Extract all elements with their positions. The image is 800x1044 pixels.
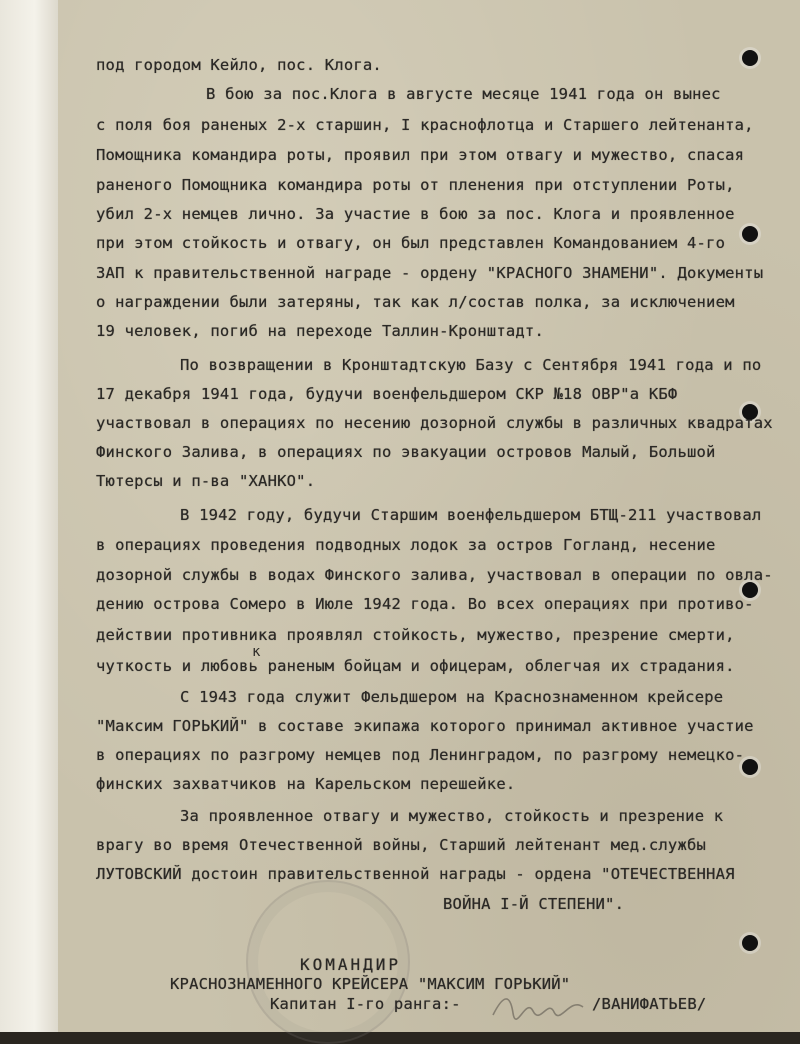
- text-line: В бою за пос.Клога в августе месяце 1941 года он вынес: [206, 85, 721, 103]
- text-line: дозорной службы в водах Финского залива, участвовал в операции по овла-: [96, 566, 773, 584]
- text-line: 17 декабря 1941 года, будучи военфельдшером СКР №18 ОВР"а КБФ: [96, 385, 678, 403]
- text-line: финских захватчиков на Карельском перешейке.: [96, 775, 516, 793]
- text-line: В 1942 году, будучи Старшим военфельдшером БТЩ-211 участвовал: [180, 506, 762, 524]
- handwritten-insertion: к: [252, 644, 261, 660]
- text-line: в операциях проведения подводных лодок за остров Гогланд, несение: [96, 536, 716, 554]
- punch-hole: [742, 759, 758, 775]
- text-line: С 1943 года служит Фельдшером на Краснознаменном крейсере: [180, 688, 724, 706]
- text-line: убил 2-х немцев лично. За участие в бою за пос. Клога и проявленное: [96, 205, 735, 223]
- punch-hole: [742, 935, 758, 951]
- text-line: при этом стойкость и отвагу, он был представлен Командованием 4-го: [96, 234, 726, 252]
- signature-unit: КРАСНОЗНАМЕННОГО КРЕЙСЕРА "МАКСИМ ГОРЬКИЙ": [170, 975, 571, 993]
- text-line: Помощника командира роты, проявил при этом отвагу и мужество, спасая: [96, 146, 745, 164]
- text-line: врагу во время Отечественной войны, Старший лейтенант мед.службы: [96, 836, 707, 854]
- text-line: За проявленное отвагу и мужество, стойкость и презрение к: [180, 807, 724, 825]
- text-line: в операциях по разгрому немцев под Ленинградом, по разгрому немецко-: [96, 746, 745, 764]
- text-line: 19 человек, погиб на переходе Таллин-Кронштадт.: [96, 322, 544, 340]
- punch-hole: [742, 50, 758, 66]
- handwritten-signature: [488, 985, 588, 1025]
- signature-rank: Капитан I-го ранга:-: [270, 995, 461, 1013]
- text-line: под городом Кейло, пос. Клога.: [96, 56, 382, 74]
- text-line: ЛУТОВСКИЙ достоин правительственной награды - ордена "ОТЕЧЕСТВЕННАЯ: [96, 865, 735, 883]
- signature-title: КОМАНДИР: [300, 955, 402, 974]
- punch-hole: [742, 226, 758, 242]
- text-line: с поля боя раненых 2-х старшин, I краснофлотца и Старшего лейтенанта,: [96, 116, 754, 134]
- text-line: дению острова Сомеро в Июле 1942 года. Во всех операциях при противо-: [96, 595, 754, 613]
- text-line: Финского Залива, в операциях по эвакуации островов Малый, Большой: [96, 443, 716, 461]
- text-line: участвовал в операциях по несению дозорной службы в различных квадратах: [96, 414, 773, 432]
- text-line: По возвращении в Кронштадтскую Базу с Сентября 1941 года и по: [180, 356, 762, 374]
- text-line: "Максим ГОРЬКИЙ" в составе экипажа которого принимал активное участие: [96, 717, 754, 735]
- text-line: ВОЙНА I-Й СТЕПЕНИ".: [443, 895, 625, 913]
- text-line: ЗАП к правительственной награде - ордену "КРАСНОГО ЗНАМЕНИ". Документы: [96, 264, 764, 282]
- text-line: действии противника проявлял стойкость, мужество, презрение смерти,: [96, 626, 735, 644]
- binding-strip: [0, 0, 58, 1032]
- signature-name: /ВАНИФАТЬЕВ/: [592, 995, 707, 1013]
- text-line: раненого Помощника командира роты от пленения при отступлении Роты,: [96, 176, 735, 194]
- text-line: о награждении были затеряны, так как л/состав полка, за исключением: [96, 293, 735, 311]
- text-line: чуткость и любовь раненым бойцам и офицерам, облегчая их страдания.: [96, 657, 735, 675]
- text-line: Тютерсы и п-ва "ХАНКО".: [96, 472, 316, 490]
